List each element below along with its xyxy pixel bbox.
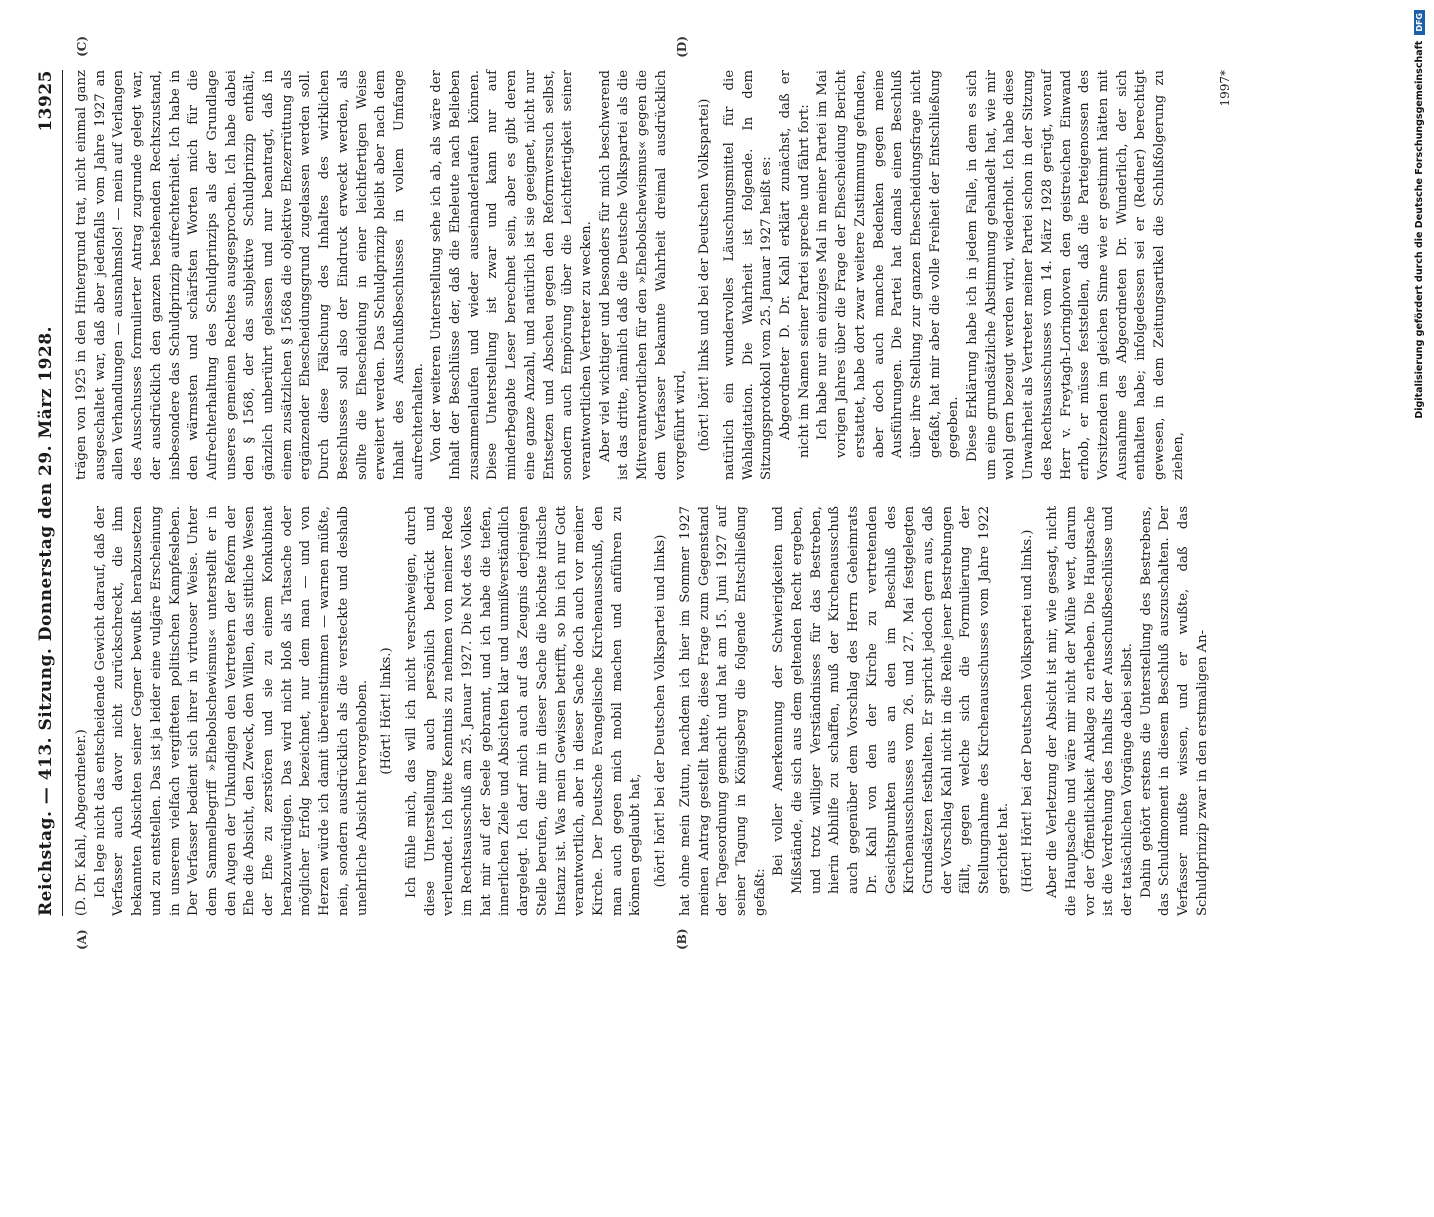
paragraph: natürlich ein wundervolles Läuschungsmittel für die Wahlagitation. Die Wahrheit ist folgende. In dem Sitzungsprotokoll vom 25. Januar 1927 heißt es:	[721, 70, 775, 480]
paragraph: Diese Erklärung habe ich in jedem Falle, in dem es sich um eine grundsätzliche Abstimmung gehandelt hat, wie mir wohl gern bezeugt werden wird, wiederholt. Ich habe diese Unwahrheit als Vertreter meiner Partei schon in der Sitzung des Rechtsausschusses vom 14. März 1928 gerügt, worauf Herr v. Freytagh-Loringhoven den geistreichen Einwand erhob, er müsse feststellen, daß die Parteigenossen des Vorsitzenden im gleichen Sinne wie er gestimmt hätten mit Ausnahme des Abgeordneten Dr. Wunderlich, der sich enthalten habe; infolgedessen sei er (Redner) berechtigt gewesen, in dem Zeitungsartikel die Schlußfolgerung zu ziehen,	[965, 70, 1186, 480]
paragraph: Bei voller Anerkennung der Schwierigkeiten und Mißstände, die sich aus dem geltenden Recht ergeben, und trotz williger Verständnisses für das Bestreben, hierin Abhilfe zu schaffen, muß der Kirchenausschuß auch gegenüber dem Vorschlag des Herrn Geheimrats Dr. Kahl von den der Kirche zu vertretenden Gesichtspunkten aus an den im Beschluß des Kirchenausschusses vom 26. und 27. Mai festgelegten Grundsätzen festhalten. Er spricht jedoch gern aus, daß der Vorschlag Kahl nicht in die Reihe jener Bestrebungen fällt, gegen welche sich die Formulierung der Stellungnahme des Kirchenausschusses vom Jahre 1922 gerichtet hat.	[771, 506, 1011, 894]
margin-mark-d: (D)	[675, 36, 689, 58]
margin-mark-a: (A)	[75, 929, 89, 950]
paragraph: trägen von 1925 in den Hintergrund trat, nicht einmal ganz ausgeschaltet war, daß aber jedenfalls vom Jahre 1927 an allen Verhandlungen — ausnahmslos! — mein auf Verlangen des Ausschusses formulierter Antrag zugrunde gelegt war, der ausdrücklich den ganzen bestehenden Rechtszustand, insbesondere das Schuldprinzip aufrechterhielt. Ich habe in den wärmsten und schärfsten Worten mich für die Aufrechterhaltung des Schuldprinzips als der Grundlage unseres gemeinen Rechtes ausgesprochen. Ich habe dabei den § 1568, der das subjektive Schuldprinzip enthält, gänzlich unberührt gelassen und nur beantragt, daß in einem zusätzlichen § 1568a die objektive Ehezerrüttung als ergänzender Ehescheidungsgrund zugelassen werden soll. Durch diese Fälschung des Inhaltes des wirklichen Beschlusses soll also der Eindruck erweckt werden, als sollte die Ehescheidung in einer leichtfertigen Weise erweitert werden. Das Schuldprinzip bleibt aber nach dem Inhalt des Ausschußbeschlusses in vollem Umfange aufrechterhalten.	[74, 70, 426, 480]
paragraph: (D. Dr. Kahl, Abgeordneter.)	[74, 729, 89, 916]
dfg-logo: DFG	[1414, 10, 1425, 35]
header-title: Reichstag. — 413. Sitzung. Donnerstag den 29. März 1928.	[36, 325, 56, 916]
paragraph: Abgeordneter D. Dr. Kahl erklärt zunächst, daß er nicht im Namen seiner Partei spreche und fährt fort:	[778, 70, 812, 458]
paragraph: Aber viel wichtiger und besonders für mich beschwerend ist das dritte, nämlich daß die Deutsche Volkspartei als die Mitverantwortlichen für den »Ehebolschewismus« gegen die dem Verfasser bekannte Wahrheit dreimal ausdrücklich vorgeführt wird,	[597, 70, 688, 480]
left-column	[73, 506, 1212, 950]
paragraph: hat ohne mein Zutun, nachdem ich hier im Sommer 1927 meinen Antrag gestellt hatte, diese Frage zum Gegenstand der Tagesordnung gemacht und hat am 15. Juni 1927 auf seiner Tagung in Königsberg die folgende Entschließung gefaßt:	[677, 506, 768, 916]
interjection: (hört! hört! bei der Deutschen Volkspartei und links)	[653, 534, 669, 888]
interjection: (Hört! Hört! bei der Deutschen Volkspartei und links.)	[1020, 529, 1036, 893]
text-columns	[73, 36, 1212, 950]
paragraph: Ich habe nur ein einziges Mal in meiner Partei im Mai vorigen Jahres über die Frage der Ehescheidung Bericht erstattet, habe dort zwar weitere Zustimmung gefunden, aber doch auch manche Bedenken gegen meine Ausführungen. Die Partei hat damals einen Beschluß über ihre Stellung zur ganzen Ehescheidungsfrage nicht gefaßt, hat mir aber die volle Freiheit der Entschließung gegeben.	[815, 70, 962, 458]
paragraph: Aber die Verletzung der Absicht ist mir, wie gesagt, nicht die Hauptsache und wäre mir nicht der Mühe wert, darum vor der Öffentlichkeit Anklage zu erheben. Die Hauptsache ist die Verdrehung des Inhalts der Ausschußbeschlüsse und der tatsächlichen Vorgänge dabei selbst.	[1045, 506, 1135, 916]
footer-number: 1997*	[1218, 70, 1233, 107]
page-header	[36, 70, 63, 916]
margin-mark-c: (C)	[75, 36, 89, 57]
margin-mark-b: (B)	[675, 928, 689, 950]
page-number: 13925	[36, 70, 56, 132]
credit-text: Digitalisierung gefördert durch die Deutsche Forschungsgemeinschaft	[1413, 40, 1425, 419]
interjection: (Hört! Hört! links.)	[379, 647, 395, 775]
paragraph: Von der weiteren Unterstellung sehe ich ab, als wäre der Inhalt der Beschlüsse der, daß die Eheleute nach Belieben zusammenlaufen und wieder auseinanderlaufen können. Diese Unterstellung ist zwar und kann nur auf minderbegabte Leser berechnet sein, aber es gibt deren eine ganze Anzahl, und natürlich ist sie geeignet, nicht nur Entsetzen und Abscheu gegen den Reformversuch selbst, sondern auch Empörung über die Leichtfertigkeit seiner verantwortlichen Vertreter zu wecken.	[429, 70, 594, 480]
paragraph: Ich fühle mich, das will ich nicht verschweigen, durch diese Unterstellung auch persönlich bedrückt und verleumdet. Ich bitte Kenntnis zu nehmen von meiner Rede im Rechtsausschuß am 25. Januar 1927. Die Not des Volkes hat mir auf der Seele gebrannt, und ich habe die tiefen, innerlichen Ziele und Absichten klar und unmißverständlich dargelegt. Ich darf mich auch auf das Zeugnis derjenigen Stelle berufen, die mir in dieser Sache die höchste irdische Instanz ist. Was mein Gewissen betrifft, so bin ich nur Gott verantwortlich, aber in dieser Sache doch auch vor meiner Kirche. Der Deutsche Evangelische Kirchenausschuß, den man auch gegen mich mobil machen und anführen zu können geglaubt hat,	[403, 506, 644, 916]
document-page	[0, 36, 1233, 1217]
right-column	[73, 36, 1212, 480]
digitization-credit	[1405, 10, 1433, 990]
paragraph: Ich lege nicht das entscheidende Gewicht darauf, daß der Verfasser auch davor nicht zurückschreckt, die ihm bekannten Absichten seiner Gegner bewußt herabzusetzen und zu entstellen. Das ist ja leider eine vulgäre Erscheinung in unserem vielfach vergifteten politischen Kampfesleben. Der Verfasser bedient sich ihrer in virtuoser Weise. Unter dem Sammelbegriff »Ehebolschewismus« unterstellt er in den Augen der Unkundigen den Vertretern der Reform der Ehe die Absicht, den Zweck, den Willen, das sittliche Wesen der Ehe zu zerstören und sie zu einem Konkubinat herabzuwürdigen. Das wird nicht bloß als Tatsache oder möglicher Erfolg bezeichnet, nur dem man — und von Herzen würde ich damit übereinstimmen — warnen müßte, nein, sondern ausdrücklich als die versteckte und deshalb unehrliche Absicht hervorgehoben.	[92, 506, 370, 916]
paragraph: Dahin gehört erstens die Unterstellung des Bestrebens, das Schuldmoment in diesem Beschluß auszuschalten. Der Verfasser mußte wissen, und er wußte, daß das Schuldprinzip zwar in den erstmaligen An-	[1138, 506, 1210, 916]
interjection: (hört! hört! links und bei der Deutschen Volkspartei)	[697, 98, 713, 452]
